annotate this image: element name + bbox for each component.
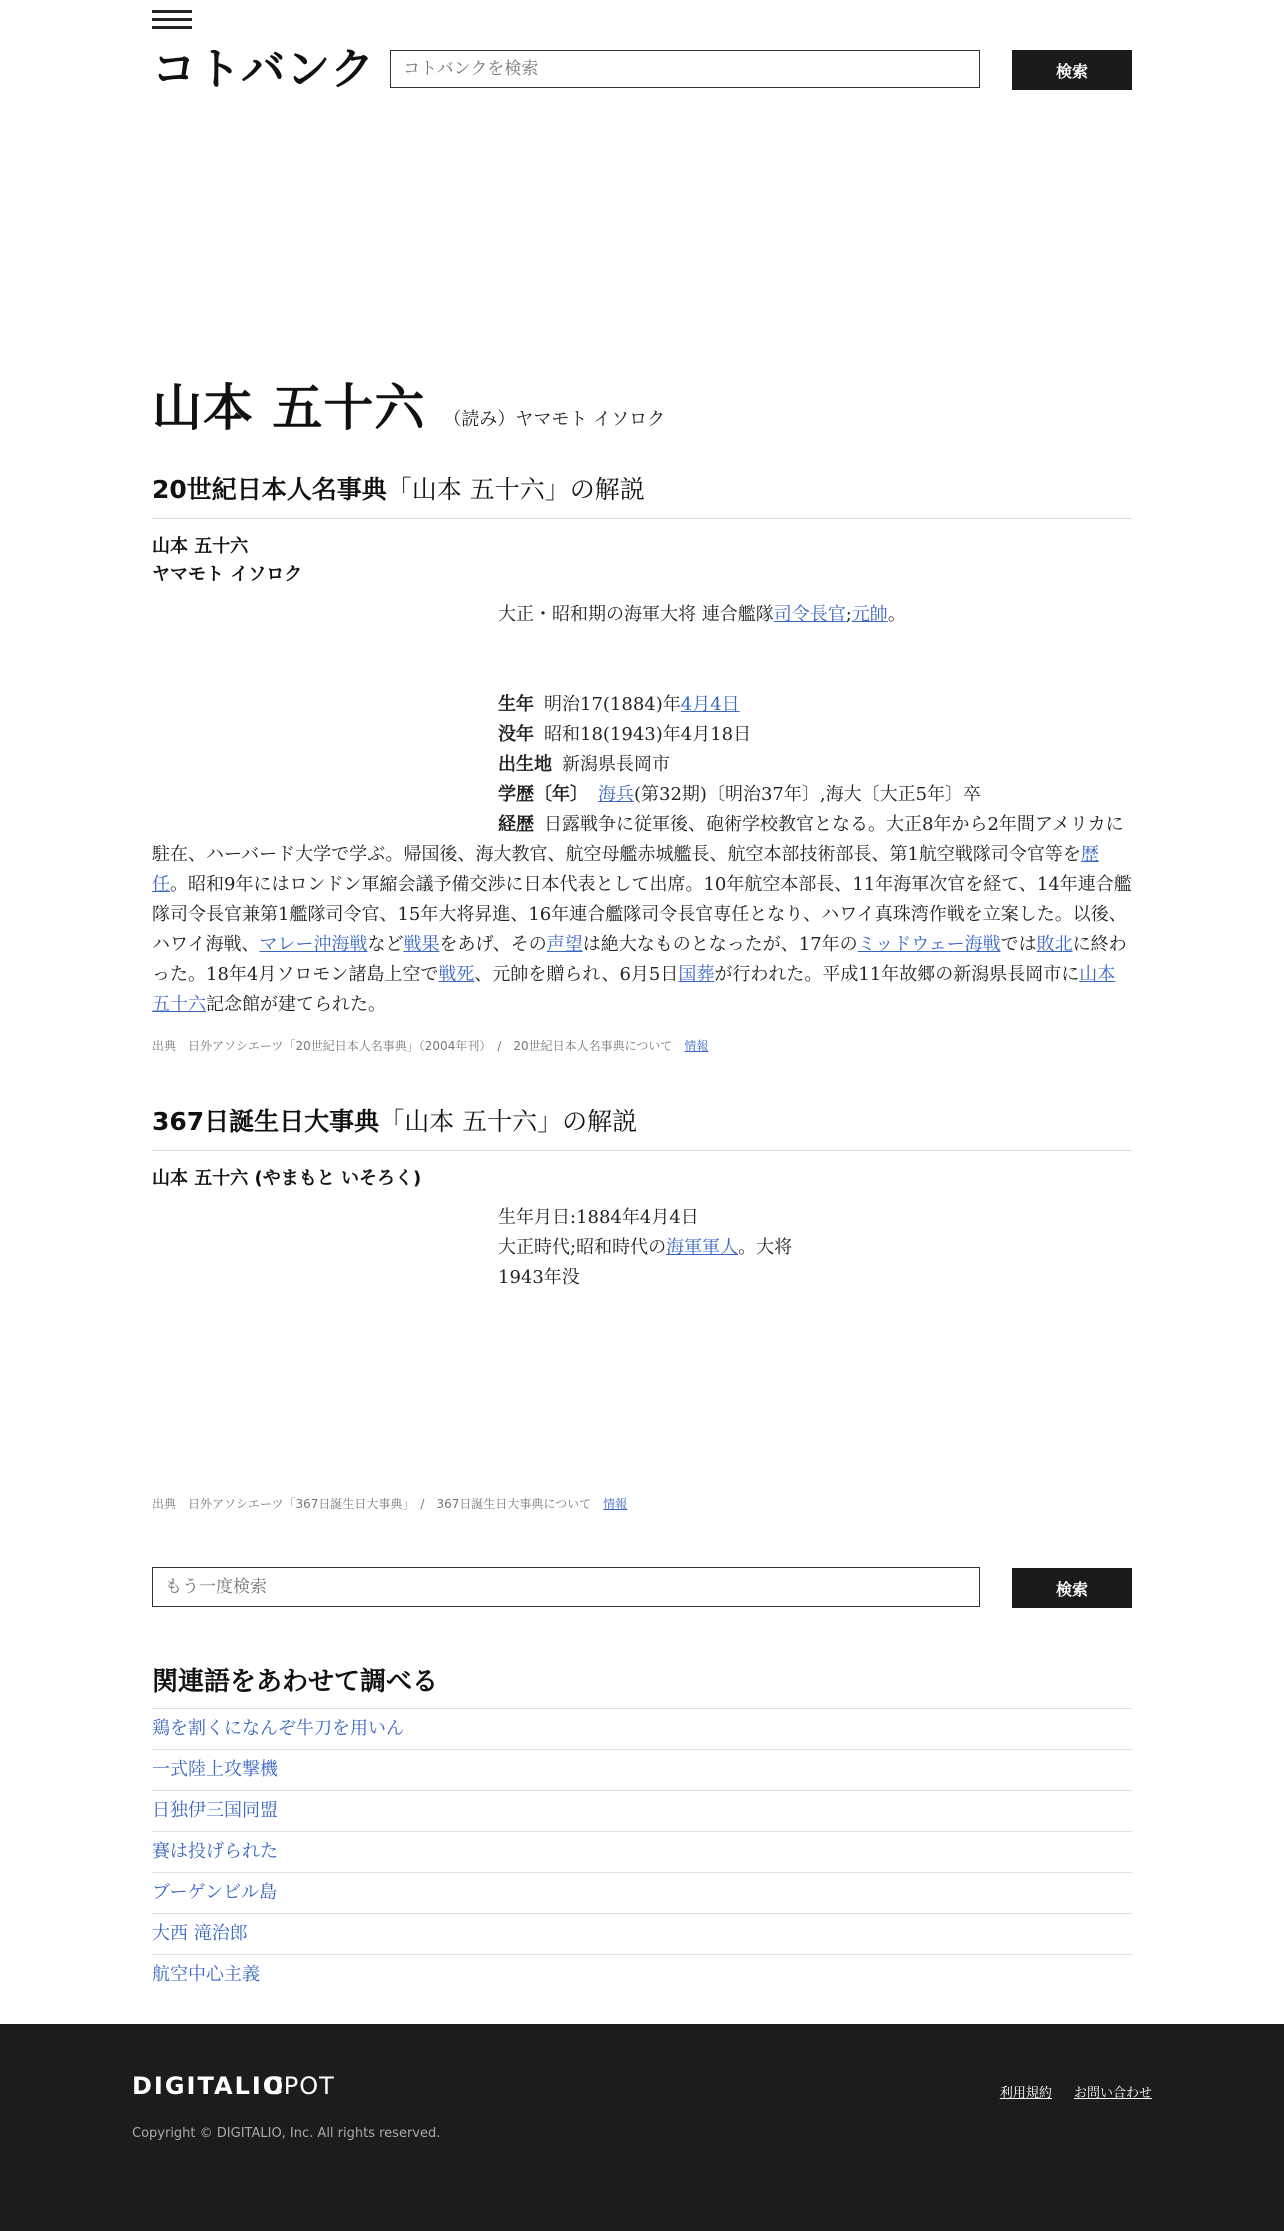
related-title: 関連語をあわせて調べる	[152, 1667, 439, 1697]
contact-link[interactable]: お問い合わせ	[1073, 2086, 1152, 2101]
death-year-line: 1943年没	[498, 1267, 580, 1288]
field-death	[498, 720, 1132, 750]
link-commander[interactable]: 司令長官	[773, 604, 846, 625]
related-item[interactable]	[152, 1831, 1132, 1872]
section1-heading	[152, 470, 1132, 519]
field-education	[498, 780, 1132, 810]
related-item[interactable]	[152, 1790, 1132, 1831]
link-birthdate[interactable]: 4月4日	[680, 694, 740, 715]
terms-link[interactable]: 利用規約	[999, 2086, 1052, 2101]
search-button[interactable]: 検索	[1012, 50, 1132, 90]
career-text: をあげ、その	[439, 934, 547, 955]
search-again-input[interactable]	[152, 1567, 980, 1607]
link-navy-officer[interactable]: 海軍軍人	[666, 1237, 739, 1258]
related-link[interactable]: 鶏を割くになんぞ牛刀を用いん	[152, 1718, 404, 1739]
birth-label: 生年	[498, 694, 534, 715]
career-text: は絶大なものとなったが、17年の	[582, 934, 858, 955]
birthday-line: 生年月日:1884年4月4日	[498, 1207, 699, 1228]
birth-text: 明治17(1884)年	[544, 694, 681, 715]
field-career	[152, 810, 1132, 1020]
era-text: 大正時代;昭和時代の	[498, 1237, 667, 1258]
source-info-link[interactable]: 情報	[603, 1497, 628, 1511]
digitalio-logo[interactable]: DIGITALIO	[132, 2072, 286, 2100]
site-logo[interactable]: コトバンク	[152, 44, 376, 95]
related-item[interactable]	[152, 1954, 1132, 1995]
section1-source	[152, 1037, 708, 1054]
section2-heading	[152, 1102, 1132, 1151]
related-link[interactable]: 大西 滝治郎	[152, 1923, 248, 1944]
related-link[interactable]: 賽は投げられた	[152, 1841, 278, 1862]
related-item[interactable]	[152, 1872, 1132, 1913]
search-input[interactable]	[390, 50, 980, 88]
summary-text: 大正・昭和期の海軍大将 連合艦隊	[498, 604, 774, 625]
career-text: など	[367, 934, 404, 955]
search-again-button[interactable]: 検索	[1012, 1568, 1132, 1608]
career-text: 記念館が建てられた。	[206, 994, 386, 1015]
link-senka[interactable]: 戦果	[403, 934, 440, 955]
summary-sep: ;	[845, 604, 852, 625]
education-text: (第32期)〔明治37年〕,海大〔大正5年〕卒	[634, 784, 982, 805]
section1-dictionary-name: 20世紀日本人名事典	[152, 475, 387, 504]
death-text: 昭和18(1943)年4月18日	[544, 724, 752, 745]
related-list	[152, 1708, 1132, 1995]
link-gensui[interactable]: 元帥	[851, 604, 888, 625]
page-container	[152, 0, 1132, 1985]
era-line	[498, 1233, 1132, 1263]
field-birthplace	[498, 750, 1132, 780]
footer-links	[982, 2082, 1152, 2101]
link-yamamoto[interactable]: 山本五十六	[152, 964, 1116, 1015]
source-text: 出典 日外アソシエーツ「367日誕生日大事典」 / 367日誕生日大事典について	[152, 1497, 592, 1511]
source-info-link[interactable]: 情報	[684, 1039, 709, 1053]
career-text: 、元帥を贈られ、6月5日	[474, 964, 679, 985]
related-link[interactable]: ブーゲンビル島	[152, 1882, 278, 1903]
related-link[interactable]: 日独伊三国同盟	[152, 1800, 278, 1821]
career-text: 。昭和9年にはロンドン軍縮会議予備交渉に日本代表として出席。10年航空本部長、11年海軍次官を経て、14年連合艦隊司令長官兼第1艦隊司令官、15年大将昇進、16年連合艦隊司令長官専任となり、ハワイ真珠湾作戦を立案した。以後、ハワイ海戦、	[152, 874, 1132, 955]
link-kokusou[interactable]: 国葬	[678, 964, 715, 985]
page-title: 山本 五十六	[152, 379, 426, 437]
career-text: に終わった。18年4月ソロモン諸島上空で	[152, 934, 1127, 985]
cpot-logo[interactable]: CPOT	[266, 2072, 335, 2100]
education-label: 学歴〔年〕	[498, 784, 588, 805]
section1-entry-name	[152, 533, 302, 589]
link-rekinin[interactable]: 歴任	[152, 844, 1099, 895]
section2-source	[152, 1495, 627, 1512]
entry-reading: ヤマモト イソロク	[152, 564, 303, 585]
field-birth	[498, 690, 1132, 720]
link-senshi[interactable]: 戦死	[438, 964, 475, 985]
entry-name: 山本 五十六	[152, 536, 249, 557]
link-malay-battle[interactable]: マレー沖海戦	[259, 934, 368, 955]
related-link[interactable]: 一式陸上攻撃機	[152, 1759, 278, 1780]
career-label: 経歴	[498, 814, 534, 835]
link-haiboku[interactable]: 敗北	[1036, 934, 1073, 955]
related-item[interactable]	[152, 1749, 1132, 1790]
title-reading: （読み）ヤマモト イソロク	[443, 409, 666, 430]
header	[152, 0, 1132, 130]
section2-dictionary-name: 367日誕生日大事典	[152, 1107, 380, 1136]
death-label: 没年	[498, 724, 534, 745]
summary-suffix: 。	[887, 604, 906, 625]
era-suffix: 。大将	[738, 1237, 793, 1258]
link-seibou[interactable]: 声望	[546, 934, 583, 955]
section1-heading-rest: 「山本 五十六」の解説	[386, 475, 645, 504]
career-text: が行われた。平成11年故郷の新潟県長岡市に	[714, 964, 1080, 985]
career-text: 日露戦争に従軍後、砲術学校教官となる。大正8年から2年間アメリカに駐在、ハーバード大学で学ぶ。帰国後、海大教官、航空母艦赤城艦長、航空本部技術部長、第1航空戦隊司令官等を	[152, 814, 1124, 865]
footer	[0, 2024, 1284, 2231]
related-link[interactable]: 航空中心主義	[152, 1964, 260, 1985]
copyright: Copyright © DIGITALIO, Inc. All rights reserved.	[132, 2126, 441, 2141]
section2-body	[498, 1203, 1132, 1293]
career-text: では	[1000, 934, 1037, 955]
title-row	[152, 368, 665, 440]
menu-icon[interactable]	[152, 10, 192, 32]
birthplace-label: 出生地	[498, 754, 552, 775]
section1-fields	[498, 690, 1132, 810]
source-text: 出典 日外アソシエーツ「20世紀日本人名事典」（2004年刊） / 20世紀日本人名事典について	[152, 1039, 673, 1053]
link-kaihei[interactable]: 海兵	[598, 784, 634, 805]
section2-entry-name: 山本 五十六 (やまもと いそろく)	[152, 1168, 422, 1189]
section2-heading-rest: 「山本 五十六」の解説	[379, 1107, 638, 1136]
section1-summary	[498, 600, 1132, 630]
related-item[interactable]	[152, 1708, 1132, 1749]
section1-career	[152, 810, 1132, 1020]
birthplace-text: 新潟県長岡市	[562, 754, 670, 775]
link-midway[interactable]: ミッドウェー海戦	[857, 934, 1001, 955]
related-item[interactable]	[152, 1913, 1132, 1954]
